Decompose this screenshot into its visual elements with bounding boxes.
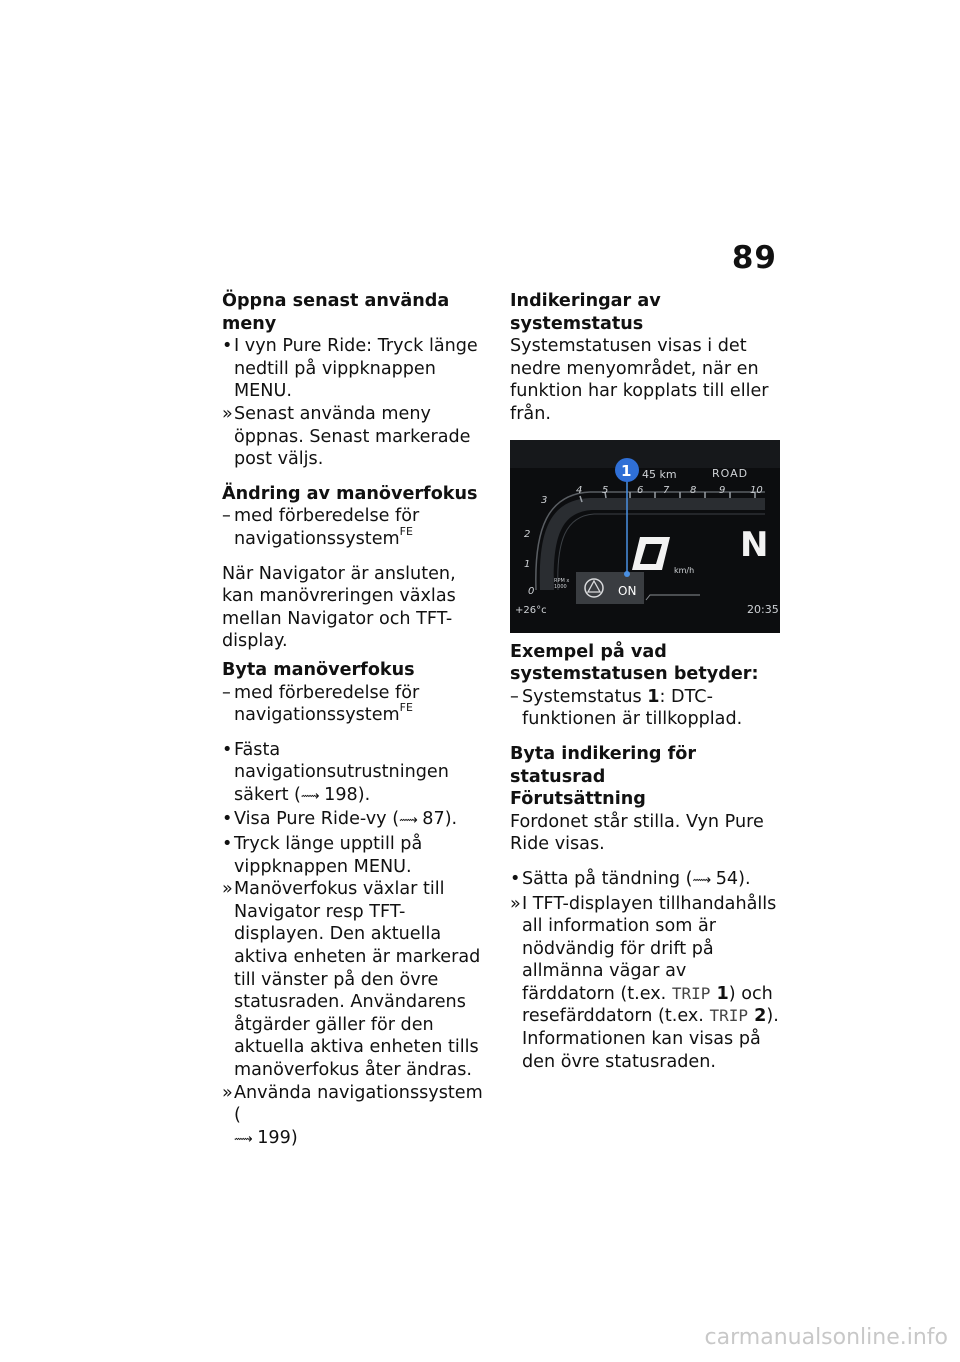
tick-label: 9 — [719, 484, 726, 496]
page-ref-arrow-icon: ⟿ — [234, 1131, 252, 1147]
dash-icon: – — [510, 686, 519, 707]
tick-label: 10 — [750, 484, 763, 496]
ride-mode: ROAD — [712, 466, 749, 480]
clock: 20:35 — [747, 602, 779, 616]
tick-label: 1 — [524, 558, 531, 570]
fe-superscript: FE — [399, 524, 413, 538]
left-column — [222, 290, 490, 1151]
result-item: » I TFT-displayen tillhandahålls all information som är nödvändig för drift på allmänna vägar av färddatorn (t.ex. TRIP 1) och resefärddatorn (t.ex. TRIP 2). Informationen kan visas på den övre statusraden. — [510, 893, 779, 1072]
trip-distance: 45 km — [642, 467, 677, 481]
tick-label: 3 — [541, 494, 548, 506]
result-item: » Använda navigationssystem ( ⟿ 199) — [222, 1082, 483, 1148]
watermark: carmanualsonline.info — [704, 1325, 948, 1350]
paragraph-system-status: Systemstatusen visas i det nedre menyområdet, när en funktion har kopplats till eller från. — [510, 336, 769, 424]
page-ref-link[interactable]: 198 — [324, 784, 358, 805]
tick-label: 6 — [637, 484, 644, 496]
tick-label: 2 — [524, 528, 531, 540]
bullet-item: • Visa Pure Ride-vy (⟿ 87). — [222, 809, 458, 830]
page-ref-link[interactable]: 199 — [257, 1127, 291, 1148]
dash-item: – Systemstatus 1: DTC-funktionen är tillkopplad. — [510, 686, 743, 730]
page-ref-arrow-icon: ⟿ — [300, 788, 319, 804]
tick-label: 8 — [690, 484, 697, 496]
gear-indicator: N — [740, 524, 769, 565]
dash-item: – med förberedelse för navigationssystem$^{FE}$ — [222, 682, 420, 726]
callout-number: 1 — [621, 461, 632, 480]
tick-label: 0 — [528, 585, 535, 597]
status-on-label: ON — [618, 583, 637, 598]
bullet-icon: • — [222, 809, 233, 830]
heading-change-focus: Ändring av manöverfokus — [222, 483, 478, 504]
page-ref-link[interactable]: 54 — [715, 868, 739, 889]
heading-system-status: Indikeringar av systemstatus — [510, 291, 661, 334]
heading-change-status-row: Byta indikering för statusrad — [510, 743, 696, 787]
result-arrow-icon: » — [222, 879, 233, 900]
bullet-item: • Sätta på tändning (⟿ 54). — [510, 868, 751, 889]
bullet-icon: • — [222, 739, 233, 760]
result-arrow-icon: » — [222, 403, 233, 424]
heading-prerequisite: Förutsättning — [510, 789, 646, 810]
dash-item: – med förberedelse för navigationssystem$^{FE}$ — [222, 506, 420, 549]
tick-label: 5 — [602, 484, 609, 496]
bullet-icon: • — [510, 868, 521, 889]
page-ref-arrow-icon: ⟿ — [692, 872, 711, 888]
result-item: » Senast använda meny öppnas. Senast markerade post väljs. — [222, 403, 471, 470]
heading-status-examples: Exempel på vad systemstatusen betyder: — [510, 641, 759, 685]
paragraph-prerequisite: Fordonet står stilla. Vyn Pure Ride visas. — [510, 811, 764, 855]
fe-superscript: FE — [399, 701, 413, 715]
page-ref-arrow-icon: ⟿ — [399, 813, 417, 829]
paragraph-navigator: När Navigator är ansluten, kan manövreringen växlas mellan Navigator och TFT-display. — [222, 563, 456, 652]
dash-icon: – — [222, 506, 231, 527]
bullet-item: • Tryck länge upptill på vippknappen MENU. — [222, 834, 423, 877]
bullet-item: • I vyn Pure Ride: Tryck länge nedtill på vippknappen MENU. — [222, 336, 478, 402]
page-number: 89 — [731, 240, 777, 276]
dash-icon: – — [222, 682, 231, 703]
heading-open-last-menu: Öppna senast använda meny — [222, 291, 450, 334]
result-arrow-icon: » — [510, 893, 521, 914]
result-item: » Manöverfokus växlar till Navigator resp TFT-displayen. Den aktuella aktiva enheten är markerad till vänster på den övre statusraden. Användarens åtgärder gäller för den aktuella aktiva enheten tills manöverfokus åter ändras. — [222, 879, 481, 1080]
bullet-icon: • — [222, 336, 233, 357]
bullet-item: • Fästa navigationsutrustningen säkert (⟿ 198). — [222, 739, 449, 805]
tick-label: 7 — [663, 484, 670, 496]
speed-unit: km/h — [674, 565, 695, 575]
result-arrow-icon: » — [222, 1082, 233, 1103]
page-ref-link[interactable]: 87 — [422, 809, 445, 830]
bullet-icon: • — [222, 834, 233, 855]
tft-display-image — [510, 440, 780, 633]
right-column — [510, 290, 780, 1073]
rpm-unit: RPM x 1000 — [554, 577, 570, 590]
heading-switch-focus: Byta manöverfokus — [222, 659, 415, 680]
tick-label: 4 — [576, 484, 583, 496]
temperature: +26°c — [515, 604, 547, 616]
